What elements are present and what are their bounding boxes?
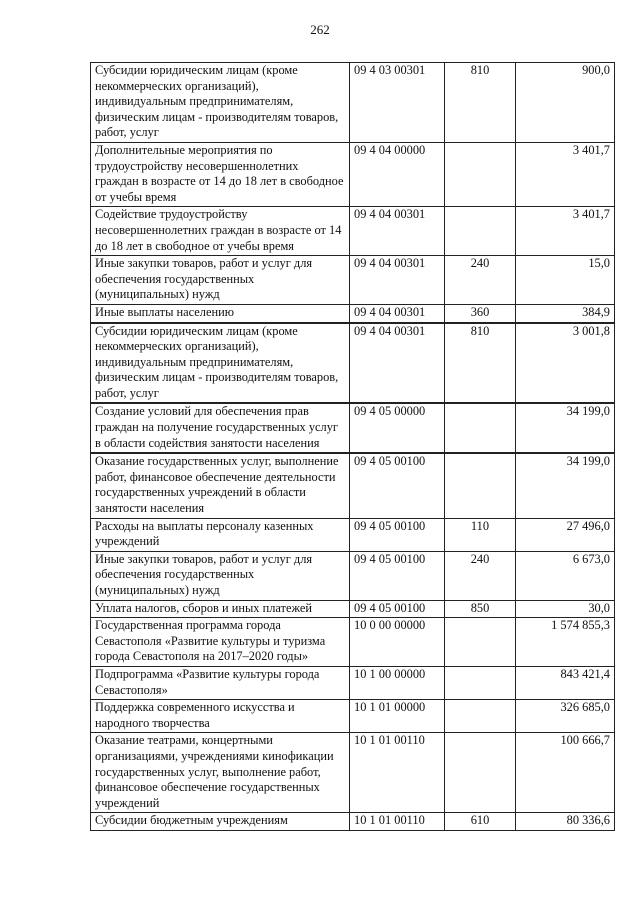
row-code: 09 4 04 00000 (350, 142, 445, 206)
table-row (91, 700, 615, 733)
row-code: 09 4 04 00301 (350, 323, 445, 404)
row-name: Субсидии бюджетным учреждениям (91, 813, 350, 831)
row-code: 10 1 01 00000 (350, 700, 445, 733)
row-code: 09 4 05 00100 (350, 453, 445, 518)
row-expense-type (445, 453, 516, 518)
row-amount: 384,9 (516, 304, 615, 322)
row-name: Иные закупки товаров, работ и услуг для обеспечения государственных (муниципальных) нужд (91, 551, 350, 600)
table-row (91, 142, 615, 206)
table-row (91, 666, 615, 699)
row-amount: 100 666,7 (516, 733, 615, 813)
row-code: 10 1 01 00110 (350, 733, 445, 813)
row-amount: 3 401,7 (516, 142, 615, 206)
table-row (91, 256, 615, 305)
table-row (91, 733, 615, 813)
row-code: 10 1 00 00000 (350, 666, 445, 699)
row-expense-type: 360 (445, 304, 516, 322)
row-code: 09 4 05 00100 (350, 600, 445, 618)
table-row (91, 453, 615, 518)
row-name: Уплата налогов, сборов и иных платежей (91, 600, 350, 618)
row-amount: 34 199,0 (516, 453, 615, 518)
row-expense-type: 240 (445, 256, 516, 305)
table-row (91, 618, 615, 667)
row-amount: 1 574 855,3 (516, 618, 615, 667)
row-name: Дополнительные мероприятия по трудоустройству несовершеннолетних граждан в возрасте от 14 до 18 лет в свободное от учебы время (91, 142, 350, 206)
row-code: 09 4 05 00100 (350, 551, 445, 600)
row-name: Расходы на выплаты персоналу казенных учреждений (91, 518, 350, 551)
row-expense-type (445, 207, 516, 256)
row-name: Государственная программа города Севастополя «Развитие культуры и туризма города Севастополя на 2017–2020 годы» (91, 618, 350, 667)
table-row (91, 207, 615, 256)
budget-table (90, 62, 615, 831)
row-amount: 80 336,6 (516, 813, 615, 831)
row-expense-type: 610 (445, 813, 516, 831)
row-code: 09 4 04 00301 (350, 207, 445, 256)
table-row (91, 600, 615, 618)
row-expense-type (445, 666, 516, 699)
row-name: Поддержка современного искусства и народного творчества (91, 700, 350, 733)
row-name: Иные выплаты населению (91, 304, 350, 322)
row-amount: 900,0 (516, 63, 615, 143)
row-amount: 843 421,4 (516, 666, 615, 699)
row-code: 10 0 00 00000 (350, 618, 445, 667)
page-number: 262 (310, 22, 330, 37)
row-expense-type (445, 733, 516, 813)
row-amount: 34 199,0 (516, 403, 615, 453)
row-amount: 27 496,0 (516, 518, 615, 551)
row-name: Иные закупки товаров, работ и услуг для обеспечения государственных (муниципальных) нужд (91, 256, 350, 305)
row-expense-type: 110 (445, 518, 516, 551)
row-name: Оказание театрами, концертными организациями, учреждениями кинофикации государственных услуг, выполнение работ, финансовое обеспечение государственных учреждений (91, 733, 350, 813)
row-name: Подпрограмма «Развитие культуры города Севастополя» (91, 666, 350, 699)
row-expense-type (445, 618, 516, 667)
row-code: 09 4 04 00301 (350, 256, 445, 305)
row-name: Субсидии юридическим лицам (кроме некоммерческих организаций), индивидуальным предпринимателям, физическим лицам - производителям товаров, работ, услуг (91, 63, 350, 143)
row-amount: 6 673,0 (516, 551, 615, 600)
row-amount: 15,0 (516, 256, 615, 305)
row-expense-type (445, 403, 516, 453)
row-name: Создание условий для обеспечения прав граждан на получение государственных услуг в области содействия занятости населения (91, 403, 350, 453)
row-expense-type: 850 (445, 600, 516, 618)
row-expense-type: 240 (445, 551, 516, 600)
row-expense-type: 810 (445, 323, 516, 404)
row-code: 09 4 05 00100 (350, 518, 445, 551)
table-row (91, 323, 615, 404)
row-amount: 3 401,7 (516, 207, 615, 256)
row-code: 09 4 03 00301 (350, 63, 445, 143)
row-amount: 30,0 (516, 600, 615, 618)
row-expense-type: 810 (445, 63, 516, 143)
row-amount: 3 001,8 (516, 323, 615, 404)
row-name: Содействие трудоустройству несовершеннолетних граждан в возрасте от 14 до 18 лет в свободное от учебы время (91, 207, 350, 256)
table-row (91, 551, 615, 600)
table-row (91, 304, 615, 322)
row-expense-type (445, 142, 516, 206)
table-row (91, 813, 615, 831)
row-name: Субсидии юридическим лицам (кроме некоммерческих организаций), индивидуальным предпринимателям, физическим лицам - производителям товаров, работ, услуг (91, 323, 350, 404)
row-code: 09 4 05 00000 (350, 403, 445, 453)
table-row (91, 63, 615, 143)
table-row (91, 518, 615, 551)
row-name: Оказание государственных услуг, выполнение работ, финансовое обеспечение деятельности государственных учреждений в области занятости населения (91, 453, 350, 518)
row-code: 10 1 01 00110 (350, 813, 445, 831)
table-row (91, 403, 615, 453)
row-amount: 326 685,0 (516, 700, 615, 733)
row-code: 09 4 04 00301 (350, 304, 445, 322)
row-expense-type (445, 700, 516, 733)
